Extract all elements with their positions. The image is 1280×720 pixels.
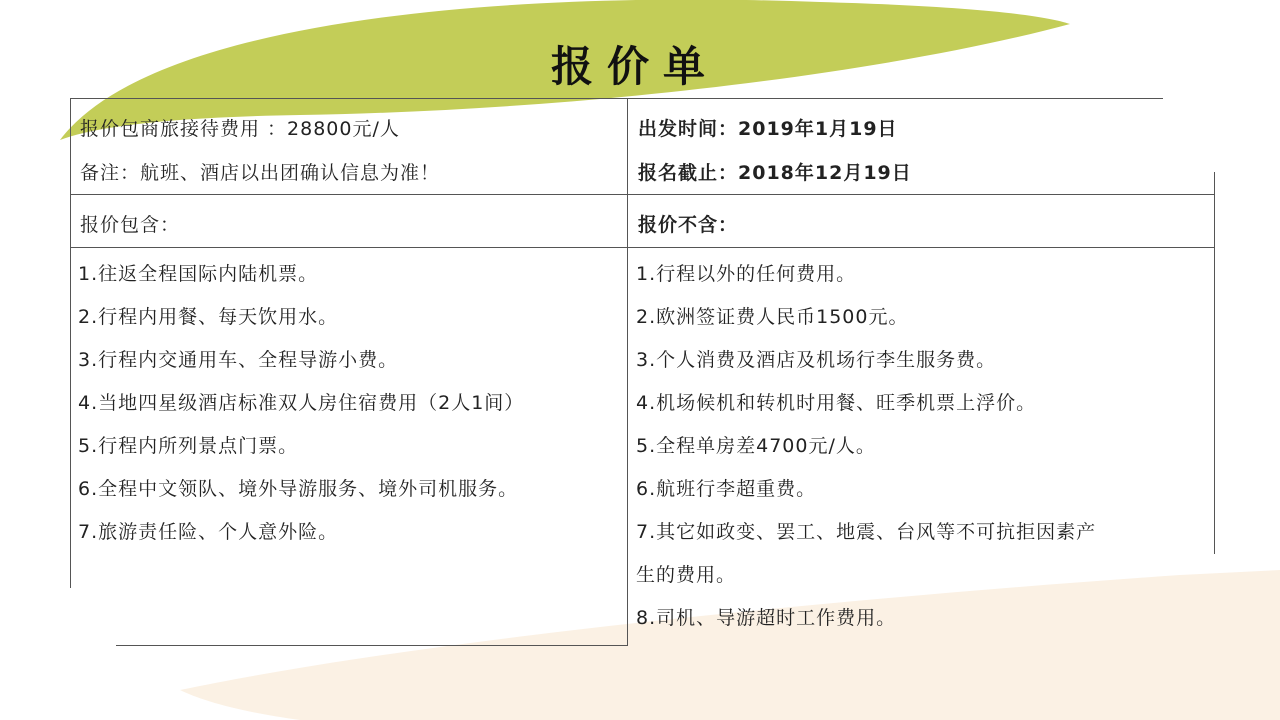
deadline-line: 报名截止：2018年12月19日 [638,162,912,184]
list-item: 5.全程单房差4700元/人。 [636,435,876,457]
list-item: 3.行程内交通用车、全程导游小费。 [78,349,399,371]
page-title: 报价单 [550,42,719,91]
list-item: 3.个人消费及酒店及机场行李生服务费。 [636,349,997,371]
list-item: 2.行程内用餐、每天饮用水。 [78,306,339,328]
list-item: 5.行程内所列景点门票。 [78,435,299,457]
list-item: 8.司机、导游超时工作费用。 [636,607,897,629]
list-item: 4.机场候机和转机时用餐、旺季机票上浮价。 [636,392,1037,414]
includes-list [78,253,524,554]
list-item: 6.航班行李超重费。 [636,478,817,500]
table-bottom-border [116,645,628,646]
includes-heading: 报价包含： [80,214,181,236]
list-item: 2.欧洲签证费人民币1500元。 [636,306,909,328]
list-item: 4.当地四星级酒店标准双人房住宿费用（2人1间） [78,392,525,414]
excludes-heading: 报价不含： [638,214,739,236]
price-line: 报价包商旅接待费用 ：28800元/人 [80,118,400,140]
table-left-border [70,98,71,588]
list-item: 6.全程中文领队、境外导游服务、境外司机服务。 [78,478,519,500]
table-right-border [1214,172,1215,554]
list-item: 生的费用。 [636,564,737,586]
excludes-list [636,253,1096,640]
list-item: 1.往返全程国际内陆机票。 [78,263,319,285]
list-item: 7.旅游责任险、个人意外险。 [78,521,339,543]
depart-time-line: 出发时间：2019年1月19日 [638,118,898,140]
note-line: 备注：航班、酒店以出团确认信息为准！ [80,162,441,184]
table-row-divider [70,194,1215,195]
table-center-divider [627,98,628,646]
list-item: 1.行程以外的任何费用。 [636,263,857,285]
list-item: 7.其它如政变、罢工、地震、台风等不可抗拒因素产 [636,521,1097,543]
table-top-border [70,98,1163,99]
table-row-divider [70,247,1215,248]
